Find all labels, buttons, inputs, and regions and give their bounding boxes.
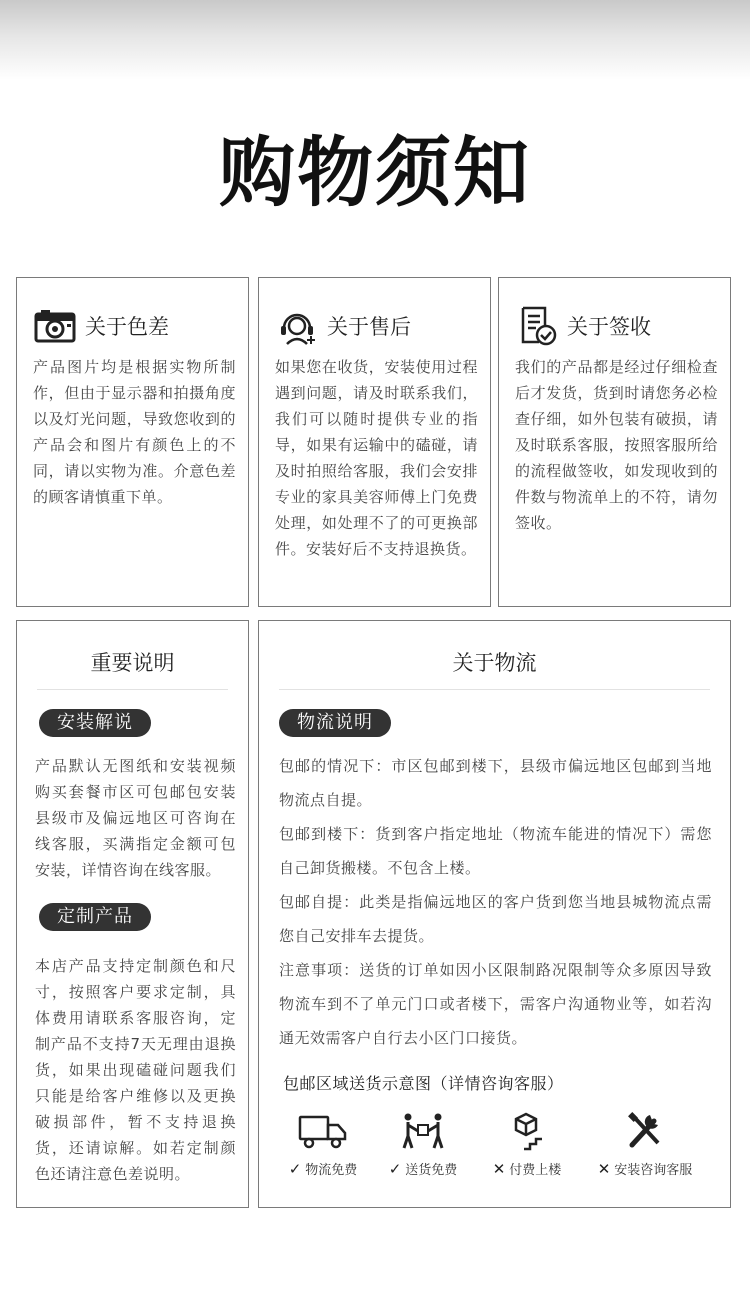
- tools-icon: [620, 1111, 670, 1151]
- feature-text: 物流免费: [305, 1163, 358, 1178]
- divider: [279, 689, 710, 690]
- card-body-text: 如果您在收货，安装使用过程遇到问题，请及时联系我们，我们可以随时提供专业的指导，如果有运输中的磕碰，请及时拍照给客服，我们会安排专业的家具美容师傅上门免费处理，如处理不了的可更换部件。安装好后不支持退换货。: [275, 358, 478, 558]
- delivery-person-icon: [398, 1111, 448, 1151]
- check-icon: ✓: [288, 1160, 302, 1178]
- card-body-text: 我们的产品都是经过仔细检查后才发货，货到时请您务必检查仔细，如外包装有破损，请及时联系客服，按照客服所给的流程做签收，如发现收到的件数与物流单上的不符，请勿签收。: [515, 358, 718, 532]
- divider: [37, 689, 228, 690]
- top-shadow-band: [0, 0, 750, 80]
- logistics-label: 物流说明: [279, 709, 391, 737]
- logistics-paragraph: 注意事项：送货的订单如因小区限制路况限制等众多原因导致物流车到不了单元门口或者楼下，需客户沟通物业等，如若沟通无效需客户自行去小区门口接货。: [279, 961, 712, 1047]
- logistics-paragraph: 包邮到楼下：货到客户指定地址（物流车能进的情况下）需您自己卸货搬楼。不包含上楼。: [279, 825, 712, 877]
- install-text: 产品默认无图纸和安装视频购买套餐市区可包邮包安装县级市及偏远地区可咨询在线客服，买满指定金额可包安装，详情咨询在线客服。: [35, 757, 236, 879]
- logistics-paragraph: 包邮的情况下：市区包邮到楼下，县级市偏远地区包邮到当地物流点自提。: [279, 757, 712, 809]
- feature-label: [585, 1159, 705, 1178]
- feature-text: 付费上楼: [509, 1163, 562, 1178]
- card-header: [275, 304, 411, 348]
- sign-receipt-icon: [515, 304, 559, 348]
- card-title: 关于售后: [327, 315, 411, 339]
- custom-product-label: 定制产品: [39, 903, 151, 931]
- logistics-paragraph: 包邮自提：此类是指偏远地区的客户货到您当地县城物流点需您自己安排车去提货。: [279, 893, 712, 945]
- card-header: [33, 304, 169, 348]
- feature-installation-consult: [585, 1111, 705, 1181]
- card-header: [515, 304, 651, 348]
- feature-paid-upstairs: [467, 1111, 587, 1181]
- card-title: 关于签收: [567, 315, 651, 339]
- after-sales-card: [258, 277, 491, 607]
- check-icon: ✓: [388, 1160, 402, 1178]
- card-body-text: 产品图片均是根据实物所制作，但由于显示器和拍摄角度以及灯光问题，导致您收到的产品会和图片有颜色上的不同，请以实物为准。介意色差的顾客请慎重下单。: [33, 358, 236, 506]
- logistics-card: [258, 620, 731, 1208]
- section-title: 重要说明: [90, 651, 175, 675]
- delivery-diagram-title: 包邮区域送货示意图（详情咨询客服）: [283, 1074, 564, 1093]
- feature-text: 安装咨询客服: [614, 1163, 693, 1178]
- important-notes-card: [16, 620, 249, 1208]
- cross-icon: ✕: [492, 1160, 506, 1178]
- page-title: 购物须知: [219, 128, 531, 217]
- truck-icon: [298, 1111, 348, 1151]
- feature-free-delivery: [363, 1111, 483, 1181]
- cross-icon: ✕: [597, 1160, 611, 1178]
- customer-service-icon: [275, 304, 319, 348]
- section-title: 关于物流: [452, 651, 537, 675]
- feature-label: [467, 1159, 587, 1178]
- custom-product-text: 本店产品支持定制颜色和尺寸，按照客户要求定制，具体费用请联系客服咨询，定制产品不支持7天无理由退换货，如果出现磕碰问题我们只能是给客户维修以及更换破损部件，暂不支持退换货，还请谅解。如若定制颜色还请注意色差说明。: [35, 957, 236, 1183]
- feature-text: 送货免费: [405, 1163, 458, 1178]
- color-difference-card: [16, 277, 249, 607]
- install-label: 安装解说: [39, 709, 151, 737]
- box-stairs-icon: [502, 1111, 552, 1151]
- sign-receipt-card: [498, 277, 731, 607]
- feature-label: [363, 1159, 483, 1178]
- card-title: 关于色差: [85, 315, 169, 339]
- camera-icon: [33, 304, 77, 348]
